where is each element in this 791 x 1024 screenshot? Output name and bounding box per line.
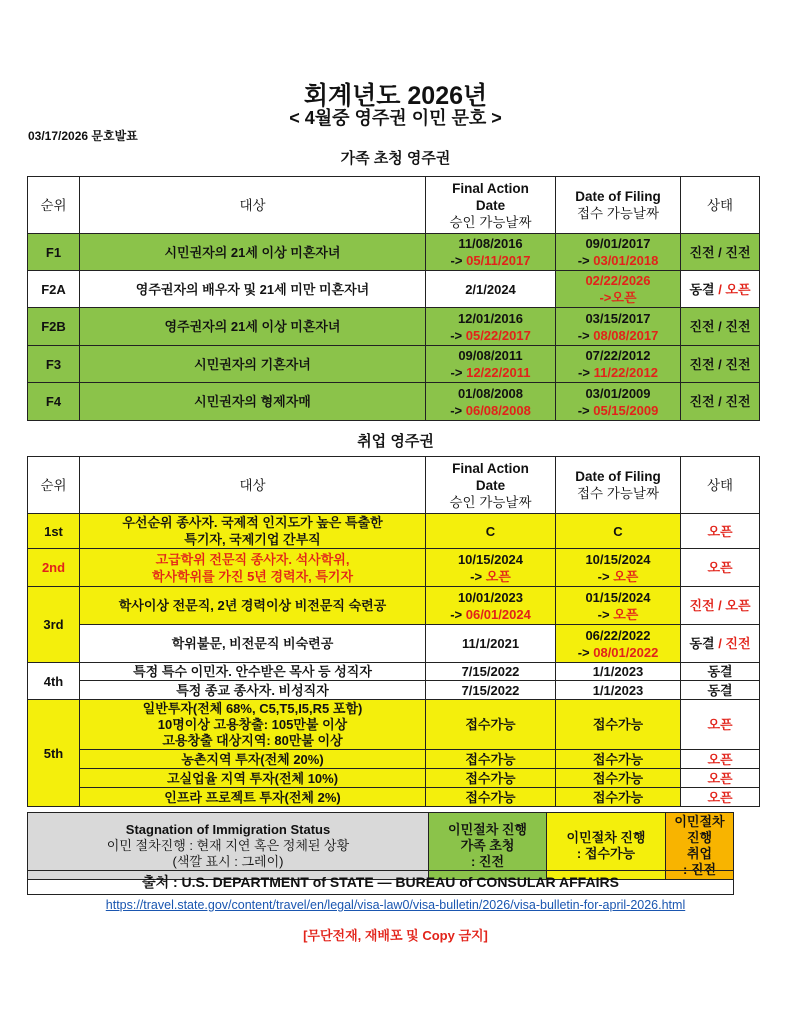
cell-text: 10/15/2024 [457,551,524,567]
target-cell [80,788,426,807]
cell-text: 시민권자의 기혼자녀 [194,356,311,372]
column-header-rank: 순위 [28,177,80,234]
cell-text: C [613,523,623,539]
cell-text: 03/01/2009 [585,385,651,401]
cell-text: 접수가능 [465,770,516,786]
cell-text: 01/15/2024 [585,589,651,605]
status-cell [681,700,760,750]
cell-text: 오픈 [613,606,639,622]
dof-cell [556,383,681,421]
table-row [28,234,760,271]
cell-text: 농촌지역 투자(전체 20%) [181,751,324,767]
cell-text: 08/08/2017 [593,327,659,343]
dof-cell [556,514,681,549]
status-cell [681,769,760,788]
target-cell [80,769,426,788]
status-cell [681,788,760,807]
cell-text: 접수가능 [465,789,516,805]
legend-text: 이민 절차진행 : 현재 지연 혹은 정체된 상황 [106,838,350,853]
legend-text: : 접수가능 [576,846,636,861]
status-cell [681,663,760,681]
fad-cell [426,769,556,788]
header-text: 접수 가능날짜 [577,206,659,221]
cell-text: 학사학위를 가진 5년 경력자, 특기자 [151,568,354,584]
cell-text: -> [577,402,594,418]
fad-cell [426,308,556,346]
cell-text: 오픈 [707,770,733,786]
column-header-status: 상태 [681,177,760,234]
legend-text: (색깔 표시 : 그레이) [172,854,284,869]
status-cell [681,750,760,769]
rank-cell: F2A [28,271,80,308]
cell-text: 09/01/2017 [585,236,651,251]
copyright-notice: [무단전재, 재배포 및 Copy 금지] [303,928,488,943]
dof-cell [556,549,681,587]
status-cell [681,514,760,549]
cell-text: 06/01/2024 [465,606,531,622]
status-cell [681,625,760,663]
cell-text: 01/08/2008 [457,385,524,401]
dof-cell [556,681,681,700]
rank-cell: F2B [28,308,80,346]
rank-cell: F1 [28,234,80,271]
cell-text: / 진전 [718,636,751,651]
cell-text: -> [577,644,594,660]
cell-text: -> [450,327,466,343]
table-row [28,769,760,788]
employment-section-title: 취업 영주권 [357,433,434,450]
target-cell [80,234,426,271]
cell-text: 오픈 [707,523,733,539]
cell-text: 03/15/2017 [585,310,651,326]
status-cell [681,587,760,625]
cell-text: 7/15/2022 [461,664,520,679]
header-text: 접수 가능날짜 [577,486,659,501]
rank-cell: 4th [28,663,80,700]
rank-cell: 3rd [28,587,80,663]
cell-text: 접수가능 [465,751,516,767]
header-text: Final Action [452,180,529,196]
cell-text: 영주권자의 21세 이상 미혼자녀 [164,319,341,334]
cell-text: 오픈 [485,568,511,584]
cell-text: 시민권자의 형제자매 [194,394,311,409]
cell-text: 오픈 [707,789,733,805]
status-cell [681,234,760,271]
cell-text: 1/1/2023 [592,682,644,698]
cell-text: 진전 / 오픈 [689,598,751,613]
cell-text: 11/22/2012 [593,365,658,380]
cell-text: 12/01/2016 [457,310,524,326]
cell-text: 09/08/2011 [458,348,523,363]
target-cell [80,625,426,663]
cell-text: 7/15/2022 [461,682,520,698]
cell-text: 11/1/2021 [461,636,520,651]
cell-text: -> [577,327,594,343]
table-row [28,308,760,346]
cell-text: 10/01/2023 [457,589,524,605]
target-cell [80,681,426,700]
column-header-dof [556,457,681,514]
table-row [28,788,760,807]
dof-cell [556,700,681,750]
dof-cell [556,346,681,383]
table-row [28,271,760,308]
cell-text: 특정 특수 이민자. 안수받은 목사 등 성직자 [133,664,372,679]
cell-text: 오픈 [707,751,733,767]
column-header-rank: 순위 [28,457,80,514]
table-row [28,549,760,587]
table-row [28,700,760,750]
cell-text: 동결 [689,281,719,297]
cell-text: 진전 / 진전 [689,394,751,409]
column-header-target: 대상 [80,457,426,514]
legend-text: Stagnation of Immigration Status [125,822,331,837]
dof-cell [556,788,681,807]
target-cell [80,587,426,625]
rank-cell: 1st [28,514,80,549]
status-cell [681,271,760,308]
cell-text: -> [450,365,467,380]
source-link[interactable]: https://travel.state.gov/content/travel/en/legal/visa-law0/visa-bulletin/2026/visa-bulletin-for-april-2026.html [105,898,686,912]
cell-text: ->오픈 [599,290,637,305]
dof-cell [556,234,681,271]
cell-text: 06/22/2022 [585,627,651,643]
cell-text: 동결 [707,682,733,698]
target-cell [80,271,426,308]
fad-cell [426,625,556,663]
rank-cell: F4 [28,383,80,421]
table-row [28,587,760,625]
cell-text: 진전 / 진전 [689,356,751,372]
header-text: 승인 가능날짜 [449,494,532,510]
status-cell [681,549,760,587]
cell-text: 동결 [707,664,733,679]
cell-text: 접수가능 [592,751,644,767]
family-table [27,176,760,421]
cell-text: 일반투자(전체 68%, C5,T5,I5,R5 포함) [142,700,363,716]
rank-cell: F3 [28,346,80,383]
source-box: 출처 : U.S. DEPARTMENT of STATE — BUREAU of CONSULAR AFFAIRS [27,870,734,895]
dof-cell [556,625,681,663]
cell-text: -> [450,253,467,268]
cell-text: 10명이상 고용창출: 105만불 이상 [157,716,348,732]
cell-text: -> [597,606,614,622]
header-text: Final Action [452,460,529,476]
cell-text: 10/15/2024 [585,551,651,567]
status-cell [681,308,760,346]
cell-text: 인프라 프로젝트 투자(전체 2%) [164,789,341,805]
table-row [28,750,760,769]
legend-text: 가족 초청 [460,838,515,853]
cell-text: 진전 / 진전 [689,319,751,334]
rank-cell: 5th [28,700,80,807]
table-row [28,383,760,421]
legend-text: 이민절차 진행 [448,822,527,837]
page-subtitle: < 4월중 영주권 이민 문호 > [289,108,502,128]
dof-cell [556,271,681,308]
cell-text: 1/1/2023 [592,664,644,679]
cell-text: / 오픈 [718,281,751,297]
dof-cell [556,587,681,625]
header-row [28,457,760,514]
cell-text: 06/08/2008 [465,402,531,418]
status-cell [681,383,760,421]
cell-text: 우선순위 종사자. 국제적 인지도가 높은 특출한 [122,515,383,530]
target-cell [80,383,426,421]
cell-text: 02/22/2026 [585,273,651,288]
cell-text: -> [450,606,466,622]
table-row [28,663,760,681]
cell-text: -> [470,568,486,584]
header-text: Date [475,477,506,493]
table-row [28,625,760,663]
page-title: 회계년도 2026년 [303,82,488,110]
cell-text: 진전 / 진전 [689,244,751,260]
fad-cell [426,700,556,750]
cell-text: 학위불문, 비전문직 비숙련공 [171,636,334,651]
cell-text: 05/11/2017 [466,253,531,268]
column-header-target: 대상 [80,177,426,234]
fad-cell [426,271,556,308]
column-header-fad [426,457,556,514]
cell-text: C [485,523,496,539]
fad-cell [426,346,556,383]
cell-text: 고용창출 대상지역: 80만불 이상 [162,732,343,748]
dof-cell [556,769,681,788]
legend-text: 이민절차 진행 [566,830,646,845]
cell-text: -> [450,402,466,418]
legend-text: : 진전 [682,862,717,877]
fad-cell [426,663,556,681]
fad-cell [426,383,556,421]
column-header-fad [426,177,556,234]
table-row [28,346,760,383]
cell-text: 오픈 [707,717,733,732]
target-cell [80,663,426,681]
legend-text: : 진전 [470,854,505,869]
column-header-dof [556,177,681,234]
cell-text: 접수가능 [592,717,644,732]
cell-text: 특기자, 국제기업 간부직 [184,532,321,547]
cell-text: 접수가능 [592,789,644,805]
target-cell [80,514,426,549]
fad-cell [426,514,556,549]
cell-text: -> [577,253,594,268]
table-row [28,514,760,549]
cell-text: 11/08/2016 [458,236,523,251]
cell-text: 12/22/2011 [466,365,531,380]
cell-text: 03/01/2018 [593,253,659,268]
header-text: Date of Filing [575,189,661,204]
cell-text: 05/15/2009 [593,402,659,418]
cell-text: 동결 [689,636,719,651]
status-cell [681,346,760,383]
cell-text: 오픈 [707,560,733,575]
cell-text: 고실업율 지역 투자(전체 10%) [166,770,339,786]
header-text: Date [475,197,506,213]
cell-text: 학사이상 전문직, 2년 경력이상 비전문직 숙련공 [118,598,387,613]
cell-text: 시민권자의 21세 이상 미혼자녀 [164,244,341,260]
dof-cell [556,663,681,681]
header-text: 승인 가능날짜 [449,214,532,230]
cell-text: 접수가능 [592,770,644,786]
fad-cell [426,750,556,769]
cell-text: 05/22/2017 [465,327,531,343]
header-text: Date of Filing [575,469,661,484]
employment-table [27,456,760,807]
cell-text: 특정 종교 종사자. 비성직자 [176,682,329,698]
announce-date: 03/17/2026 문호발표 [28,129,138,143]
target-cell [80,750,426,769]
fad-cell [426,681,556,700]
cell-text: 오픈 [613,568,639,584]
legend-text: 취업 [686,846,713,861]
fad-cell [426,788,556,807]
cell-text: -> [597,568,614,584]
cell-text: 07/22/2012 [585,348,651,363]
family-section-title: 가족 초청 영주권 [340,150,451,167]
cell-text: -> [578,365,594,380]
rank-cell: 2nd [28,549,80,587]
dof-cell [556,750,681,769]
target-cell [80,700,426,750]
table-row [28,681,760,700]
cell-text: 접수가능 [465,717,516,732]
column-header-status: 상태 [681,457,760,514]
cell-text: 08/01/2022 [593,644,659,660]
target-cell [80,346,426,383]
cell-text: 고급학위 전문직 종사자. 석사학위, [155,551,350,567]
cell-text: 2/1/2024 [465,281,516,297]
fad-cell [426,234,556,271]
status-cell [681,681,760,700]
fad-cell [426,549,556,587]
header-row [28,177,760,234]
cell-text: 영주권자의 배우자 및 21세 미만 미혼자녀 [135,281,370,297]
legend-text: 이민절차 진행 [674,814,725,845]
target-cell [80,308,426,346]
fad-cell [426,587,556,625]
target-cell [80,549,426,587]
dof-cell [556,308,681,346]
